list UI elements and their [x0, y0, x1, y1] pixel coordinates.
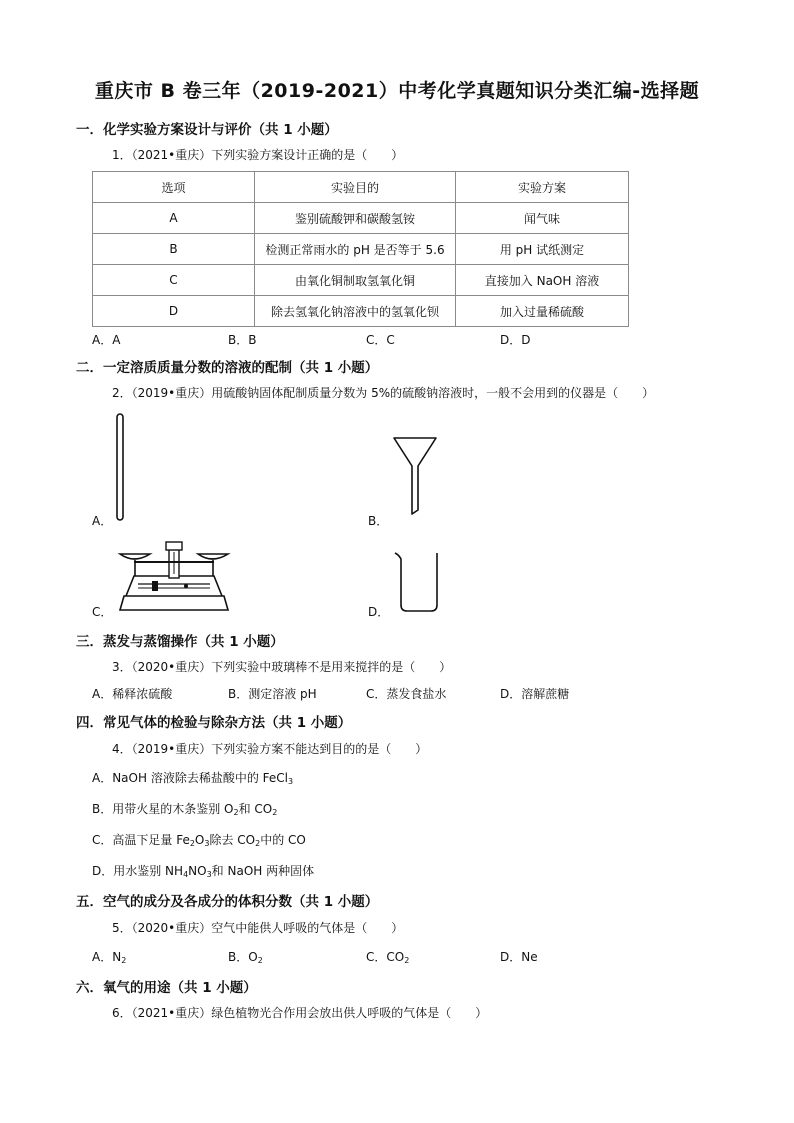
q5-option-d: D．Ne	[500, 950, 538, 964]
q3-option-c: C．蒸发食盐水	[366, 687, 447, 701]
table-header: 选项	[93, 172, 255, 203]
q5-option-c: C．$CO_2$	[366, 950, 410, 965]
q1-option-b: B．B	[228, 333, 257, 347]
question-3-stem: 3．（2020•重庆）下列实验中玻璃棒不是用来搅拌的是（ ）	[112, 660, 452, 674]
table-row	[93, 265, 629, 296]
table-header: 实验方案	[456, 172, 629, 203]
q2-label-c: C．	[92, 605, 113, 619]
q4-option-c: C．高温下足量 $Fe_2O_3$除去 $CO_2$中的 CO	[92, 833, 306, 848]
section-heading-5: 五．空气的成分及各成分的体积分数（共 1 小题）	[76, 894, 379, 910]
q3-option-a: A．稀释浓硫酸	[92, 687, 173, 701]
table-row	[93, 296, 629, 327]
q3-option-b: B．测定溶液 pH	[228, 687, 317, 701]
table-cell: D	[93, 296, 255, 327]
q3-option-d: D．溶解蔗糖	[500, 687, 570, 701]
section-heading-6: 六．氧气的用途（共 1 小题）	[76, 980, 257, 996]
q1-option-c: C．C	[366, 333, 395, 347]
q1-option-a: A．A	[92, 333, 121, 347]
table-cell: C	[93, 265, 255, 296]
funnel-icon	[392, 436, 438, 516]
section-heading-1: 一．化学实验方案设计与评价（共 1 小题）	[76, 122, 338, 138]
table-cell: B	[93, 234, 255, 265]
table-cell: 检测正常雨水的 pH 是否等于 5.6	[255, 234, 456, 265]
question-5-stem: 5．（2020•重庆）空气中能供人呼吸的气体是（ ）	[112, 921, 404, 935]
q5-option-b: B．$O_2$	[228, 950, 263, 965]
question-2-stem: 2．（2019•重庆）用硫酸钠固体配制质量分数为 5%的硫酸钠溶液时，一般不会用到的仪器是（ ）	[112, 386, 655, 400]
q2-label-a: A．	[92, 514, 113, 528]
q1-table	[92, 171, 629, 327]
q2-label-d: D．	[368, 605, 390, 619]
table-cell: A	[93, 203, 255, 234]
beaker-icon	[393, 549, 439, 613]
balance-scale-icon	[116, 540, 232, 614]
table-row	[93, 234, 629, 265]
table-cell: 闻气味	[456, 203, 629, 234]
table-cell: 直接加入 NaOH 溶液	[456, 265, 629, 296]
section-heading-4: 四．常见气体的检验与除杂方法（共 1 小题）	[76, 715, 352, 731]
section-heading-2: 二．一定溶质质量分数的溶液的配制（共 1 小题）	[76, 360, 379, 376]
question-4-stem: 4．（2019•重庆）下列实验方案不能达到目的的是（ ）	[112, 742, 428, 756]
table-cell: 除去氢氧化钠溶液中的氢氧化钡	[255, 296, 456, 327]
q1-option-d: D．D	[500, 333, 531, 347]
q4-option-a: A．NaOH 溶液除去稀盐酸中的 FeCl$_3$	[92, 771, 294, 786]
table-header-row	[93, 172, 629, 203]
question-6-stem: 6．（2021•重庆）绿色植物光合作用会放出供人呼吸的气体是（ ）	[112, 1006, 488, 1020]
glass-rod-icon	[115, 413, 127, 523]
question-1-stem: 1．（2021•重庆）下列实验方案设计正确的是（ ）	[112, 148, 404, 162]
q5-option-a: A．$N_2$	[92, 950, 127, 965]
page-title: 重庆市 B 卷三年（2019-2021）中考化学真题知识分类汇编-选择题	[94, 80, 700, 102]
table-cell: 由氧化铜制取氢氧化铜	[255, 265, 456, 296]
q4-option-d: D．用水鉴别 $NH_4NO_3$和 NaOH 两种固体	[92, 864, 315, 879]
section-heading-3: 三．蒸发与蒸馏操作（共 1 小题）	[76, 634, 284, 650]
q4-option-b: B．用带火星的木条鉴别 $O_2$和 $CO_2$	[92, 802, 278, 817]
table-cell: 加入过量稀硫酸	[456, 296, 629, 327]
q2-label-b: B．	[368, 514, 389, 528]
table-header: 实验目的	[255, 172, 456, 203]
table-cell: 鉴别硫酸钾和碳酸氢铵	[255, 203, 456, 234]
table-row	[93, 203, 629, 234]
table-cell: 用 pH 试纸测定	[456, 234, 629, 265]
